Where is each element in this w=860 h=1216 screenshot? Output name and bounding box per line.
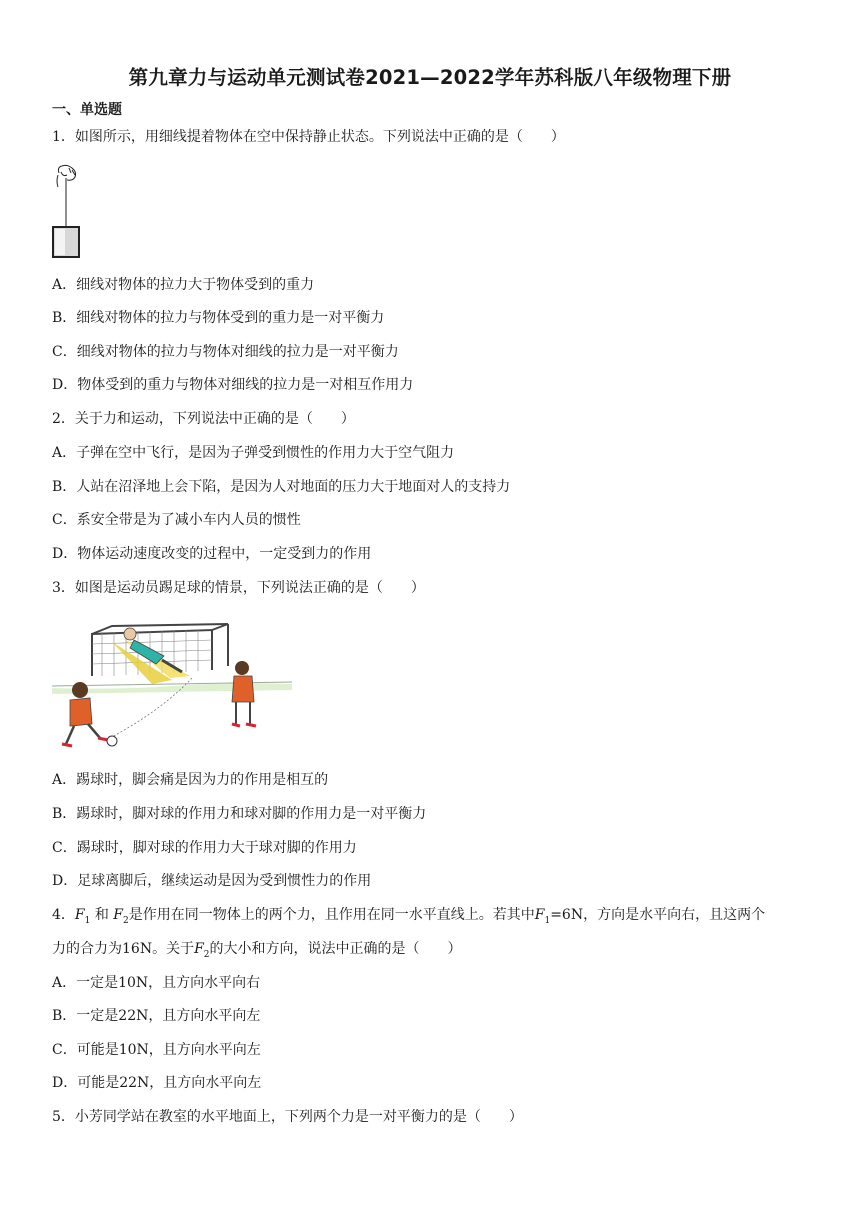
question-1-stem: 1．如图所示，用细线提着物体在空中保持静止状态。下列说法中正确的是（ ） xyxy=(52,129,565,145)
question-4-option-c: C．可能是10N，且方向水平向左 xyxy=(52,1042,261,1058)
page-title: 第九章力与运动单元测试卷2021—2022学年苏科版八年级物理下册 xyxy=(128,66,732,89)
question-1-option-d: D．物体受到的重力与物体对细线的拉力是一对相互作用力 xyxy=(52,377,414,393)
question-4-option-b: B．一定是22N，且方向水平向左 xyxy=(52,1008,261,1024)
question-4-stem-line-1: 4．$F_1$ 和 $F_2$是作用在同一物体上的两个力，且作用在同一水平直线上。若其中$F_1=6N$，方向是水平向右，且这两个 xyxy=(52,907,766,926)
question-3-stem: 3．如图是运动员踢足球的情景，下列说法正确的是（ ） xyxy=(52,580,425,596)
question-2-option-c: C．系安全带是为了减小车内人员的惯性 xyxy=(52,512,301,528)
question-3-option-a: A．踢球时，脚会痛是因为力的作用是相互的 xyxy=(52,772,329,788)
question-2-option-d: D．物体运动速度改变的过程中，一定受到力的作用 xyxy=(52,546,372,562)
question-3-option-d: D．足球离脚后，继续运动是因为受到惯性力的作用 xyxy=(52,873,372,889)
section-heading: 一、单选题 xyxy=(52,102,122,118)
question-4-option-d: D．可能是22N，且方向水平向左 xyxy=(52,1075,262,1091)
question-3-option-b: B．踢球时，脚对球的作用力和球对脚的作用力是一对平衡力 xyxy=(52,806,427,822)
question-4-option-a: A．一定是10N，且方向水平向右 xyxy=(52,975,261,991)
question-5-stem: 5．小芳同学站在教室的水平地面上，下列两个力是一对平衡力的是（ ） xyxy=(52,1109,523,1125)
football-kick-figure xyxy=(52,620,292,755)
hanging-weight-figure xyxy=(50,163,82,259)
question-3-option-c: C．踢球时，脚对球的作用力大于球对脚的作用力 xyxy=(52,840,357,856)
question-1-option-c: C．细线对物体的拉力与物体对细线的拉力是一对平衡力 xyxy=(52,344,399,360)
question-1-option-a: A．细线对物体的拉力大于物体受到的重力 xyxy=(52,277,315,293)
question-1-option-b: B．细线对物体的拉力与物体受到的重力是一对平衡力 xyxy=(52,310,385,326)
question-2-option-b: B．人站在沼泽地上会下陷，是因为人对地面的压力大于地面对人的支持力 xyxy=(52,479,511,495)
question-2-option-a: A．子弹在空中飞行，是因为子弹受到惯性的作用力大于空气阻力 xyxy=(52,445,455,461)
question-4-stem-line-2: 力的合力为16N。关于$F_2$的大小和方向，说法中正确的是（ ） xyxy=(52,941,462,960)
question-2-stem: 2．关于力和运动，下列说法中正确的是（ ） xyxy=(52,411,355,427)
